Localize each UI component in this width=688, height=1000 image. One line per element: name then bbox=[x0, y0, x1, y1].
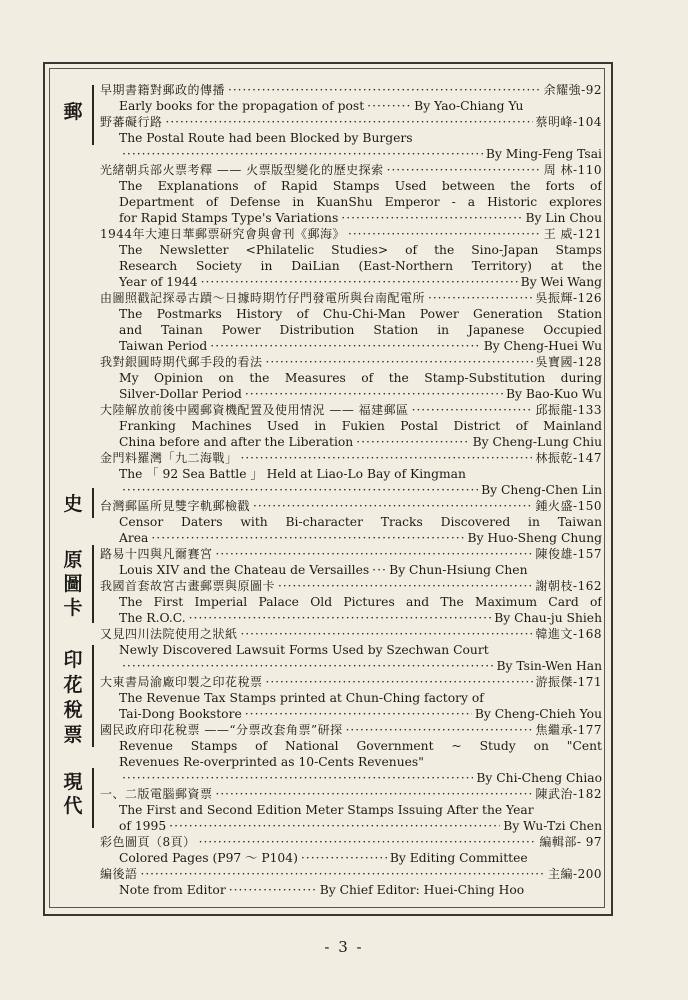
toc-entry-byline: By Lin Chou bbox=[525, 211, 602, 225]
toc-entry-english: and Tainan Power Distribution Station in Japanese Occupied bbox=[119, 323, 602, 337]
toc-entry-english: Newly Discovered Lawsuit Forms Used by Szechwan Court bbox=[119, 643, 489, 657]
toc-entry-english: Franking Machines Used in Fukien Postal District of Mainland bbox=[119, 419, 602, 433]
toc-entry-english: Note from Editor ····· By Chief Editor: Huei-Ching Hoo bbox=[100, 882, 602, 898]
toc-entry-author-page: 吳寶國-128 bbox=[535, 355, 602, 369]
toc-entry-title: 光緒朝兵部火票考釋 —— 火票版型變化的歷史探索 ····· 周 林-110 bbox=[100, 162, 602, 178]
toc-entry-byline: By Chi-Cheng Chiao bbox=[476, 771, 602, 785]
toc-entry-english: Early books for the propagation of post ····· By Yao-Chiang Yu bbox=[100, 98, 602, 114]
toc-entry-author-page: 主編-200 bbox=[548, 867, 602, 881]
toc-entry-byline: By Wu-Tzi Chen bbox=[503, 819, 602, 833]
toc-entry-title: 一、二版電腦郵資票 ····· 陳武治-182 bbox=[100, 786, 602, 802]
toc-entry-title: 大陸解放前後中國郵資機配置及使用情況 —— 福建郵區 ····· 邱振龍-133 bbox=[100, 402, 602, 418]
toc-entry-title: 台灣郵區所見雙字軌郵檢戳 ····· 鍾火盛-150 bbox=[100, 498, 602, 514]
toc-entry-byline-line bbox=[100, 146, 602, 162]
toc-entry-title: 由圖照戳記探尋古蹟～日據時期竹仔門發電所與台南配電所 ····· 吳振輝-126 bbox=[100, 290, 602, 306]
toc-entry-author-page: 謝朝枝-162 bbox=[535, 579, 602, 593]
toc-entry-english: The First Imperial Palace Old Pictures and The Maximum Card of bbox=[119, 595, 602, 609]
section-label-history: 史 bbox=[63, 493, 83, 515]
toc-entry-english: China before and after the Liberation ····· By Cheng-Lung Chiu bbox=[100, 434, 602, 450]
toc-entry-author-page: 陳俊雄-157 bbox=[535, 547, 602, 561]
toc-entry-title: 早期書籍對郵政的傳播 ····· 余耀強-92 bbox=[100, 82, 602, 98]
toc-entry-byline-line bbox=[100, 658, 602, 674]
toc-entry-byline: By Cheng-Lung Chiu bbox=[472, 435, 602, 449]
toc-entry-byline: By Tsin-Wen Han bbox=[496, 659, 602, 673]
toc-entry-english: Colored Pages (P97 ～ P104) ····· By Editing Committee bbox=[100, 850, 602, 866]
toc-entry-byline: By Ming-Feng Tsai bbox=[485, 147, 602, 161]
section-label-revenue: 印花稅票 bbox=[63, 649, 83, 746]
section-bar-maxcard bbox=[92, 545, 94, 623]
toc-entry-english: The Revenue Tax Stamps printed at Chun-Ching factory of bbox=[119, 691, 484, 705]
toc-entry-byline: By Editing Committee bbox=[389, 851, 528, 865]
toc-entry-author-page: 林振乾-147 bbox=[535, 451, 602, 465]
toc-entry-title: 國民政府印花稅票 ——“分票改套角票”研探 ····· 焦繼承-177 bbox=[100, 722, 602, 738]
toc-entry-english: Revenues Re-overprinted as 10-Cents Revenues" bbox=[119, 755, 424, 769]
section-bar-modern bbox=[92, 768, 94, 828]
section-bar-revenue bbox=[92, 645, 94, 747]
toc-entry-english: Censor Daters with Bi-character Tracks Discovered in Taiwan bbox=[119, 515, 602, 529]
section-label-modern: 現代 bbox=[63, 771, 83, 817]
section-bar-history bbox=[92, 488, 94, 518]
toc-entry-byline: By Chun-Hsiung Chen bbox=[389, 563, 528, 577]
toc-entry-author-page: 鍾火盛-150 bbox=[535, 499, 602, 513]
toc-entry-english: The R.O.C. ····· By Chau-ju Shieh bbox=[100, 610, 602, 626]
toc-entry-english: The 「 92 Sea Battle 」 Held at Liao-Lo Bay of Kingman bbox=[119, 467, 466, 481]
toc-entry-english: The Postal Route had been Blocked by Burgers bbox=[119, 131, 413, 145]
toc-entry-author-page: 陳武治-182 bbox=[535, 787, 602, 801]
toc-entry-author-page: 韓進文-168 bbox=[535, 627, 602, 641]
section-label-maxcard: 原圖卡 bbox=[63, 549, 83, 619]
toc-entry-author-page: 周 林-110 bbox=[543, 163, 602, 177]
toc-entry-byline: By Yao-Chiang Yu bbox=[414, 99, 524, 113]
toc-entry-english: Area ····· By Huo-Sheng Chung bbox=[100, 530, 602, 546]
toc-entry-english: Year of 1944 ····· By Wei Wang bbox=[100, 274, 602, 290]
page-number: - 3 - bbox=[324, 938, 364, 956]
toc-entry-english: of 1995 ····· By Wu-Tzi Chen bbox=[100, 818, 602, 834]
toc-entry-english: The Postmarks History of Chu-Chi-Man Power Generation Station bbox=[119, 307, 602, 321]
toc-entry-english: Tai-Dong Bookstore ····· By Cheng-Chieh You bbox=[100, 706, 602, 722]
toc-entry-title: 野蕃礙行路 ····· 蔡明峰-104 bbox=[100, 114, 602, 130]
toc-entry-byline: By Chief Editor: Huei-Ching Hoo bbox=[319, 883, 525, 897]
section-label-post: 郵 bbox=[63, 101, 83, 123]
toc-entry-byline: By Bao-Kuo Wu bbox=[505, 387, 602, 401]
toc-entry-byline: By Cheng-Chen Lin bbox=[481, 483, 602, 497]
toc-entry-author-page: 游振傑-171 bbox=[535, 675, 602, 689]
toc-entry-author-page: 王 威-121 bbox=[543, 227, 602, 241]
toc-entry-byline: By Wei Wang bbox=[520, 275, 602, 289]
toc-entry-title: 金門料羅灣「九二海戰」 ····· 林振乾-147 bbox=[100, 450, 602, 466]
toc-entry-english: Louis XIV and the Chateau de Versailles ····· By Chun-Hsiung Chen bbox=[100, 562, 602, 578]
toc-entry-title: 大東書局渝廠印製之印花稅票 ····· 游振傑-171 bbox=[100, 674, 602, 690]
toc-entry-english: The Explanations of Rapid Stamps Used between the forts of bbox=[119, 179, 602, 193]
toc-entry-author-page: 焦繼承-177 bbox=[535, 723, 602, 737]
toc-entry-author-page: 余耀強-92 bbox=[543, 83, 602, 97]
toc-entry-english: The Newsletter <Philatelic Studies> of the Sino-Japan Stamps bbox=[119, 243, 602, 257]
toc-entry-english: Department of Defense in KuanShu Emperor - a Historic explores bbox=[119, 195, 602, 209]
toc-entry-title: 我對銀圓時期代郵手段的看法 ····· 吳寶國-128 bbox=[100, 354, 602, 370]
toc-list bbox=[100, 82, 602, 898]
toc-entry-byline-line bbox=[100, 482, 602, 498]
section-bar-post bbox=[92, 85, 94, 145]
toc-entry-byline: By Cheng-Chieh You bbox=[474, 707, 602, 721]
toc-entry-english: Taiwan Period ····· By Cheng-Huei Wu bbox=[100, 338, 602, 354]
toc-entry-byline-line bbox=[100, 770, 602, 786]
toc-entry-author-page: 蔡明峰-104 bbox=[535, 115, 602, 129]
toc-entry-title: 又見四川法院使用之狀紙 ····· 韓進文-168 bbox=[100, 626, 602, 642]
toc-entry-title: 彩色圖頁（8頁） ····· 編輯部- 97 bbox=[100, 834, 602, 850]
toc-entry-title: 1944年大連日華郵票研究會與會刊《郵海》 ····· 王 威-121 bbox=[100, 226, 602, 242]
toc-entry-title: 我國首套故宮古畫郵票與原圖卡 ····· 謝朝枝-162 bbox=[100, 578, 602, 594]
toc-entry-byline: By Huo-Sheng Chung bbox=[467, 531, 602, 545]
toc-entry-english: The First and Second Edition Meter Stamps Issuing After the Year bbox=[119, 803, 534, 817]
toc-entry-byline: By Chau-ju Shieh bbox=[494, 611, 602, 625]
toc-entry-english: Revenue Stamps of National Government ~ Study on "Cent bbox=[119, 739, 602, 753]
toc-entry-title: 路易十四與凡爾賽宮 ····· 陳俊雄-157 bbox=[100, 546, 602, 562]
toc-entry-author-page: 編輯部- 97 bbox=[539, 835, 602, 849]
toc-entry-author-page: 吳振輝-126 bbox=[535, 291, 602, 305]
toc-entry-english: My Opinion on the Measures of the Stamp-Substitution during bbox=[119, 371, 602, 385]
toc-entry-english: Research Society in DaiLian (East-Northern Territory) at the bbox=[119, 259, 602, 273]
toc-entry-byline: By Cheng-Huei Wu bbox=[483, 339, 602, 353]
toc-entry-english: for Rapid Stamps Type's Variations ····· By Lin Chou bbox=[100, 210, 602, 226]
toc-entry-author-page: 邱振龍-133 bbox=[535, 403, 602, 417]
toc-entry-title: 編後語 ····· 主編-200 bbox=[100, 866, 602, 882]
toc-entry-english: Silver-Dollar Period ····· By Bao-Kuo Wu bbox=[100, 386, 602, 402]
